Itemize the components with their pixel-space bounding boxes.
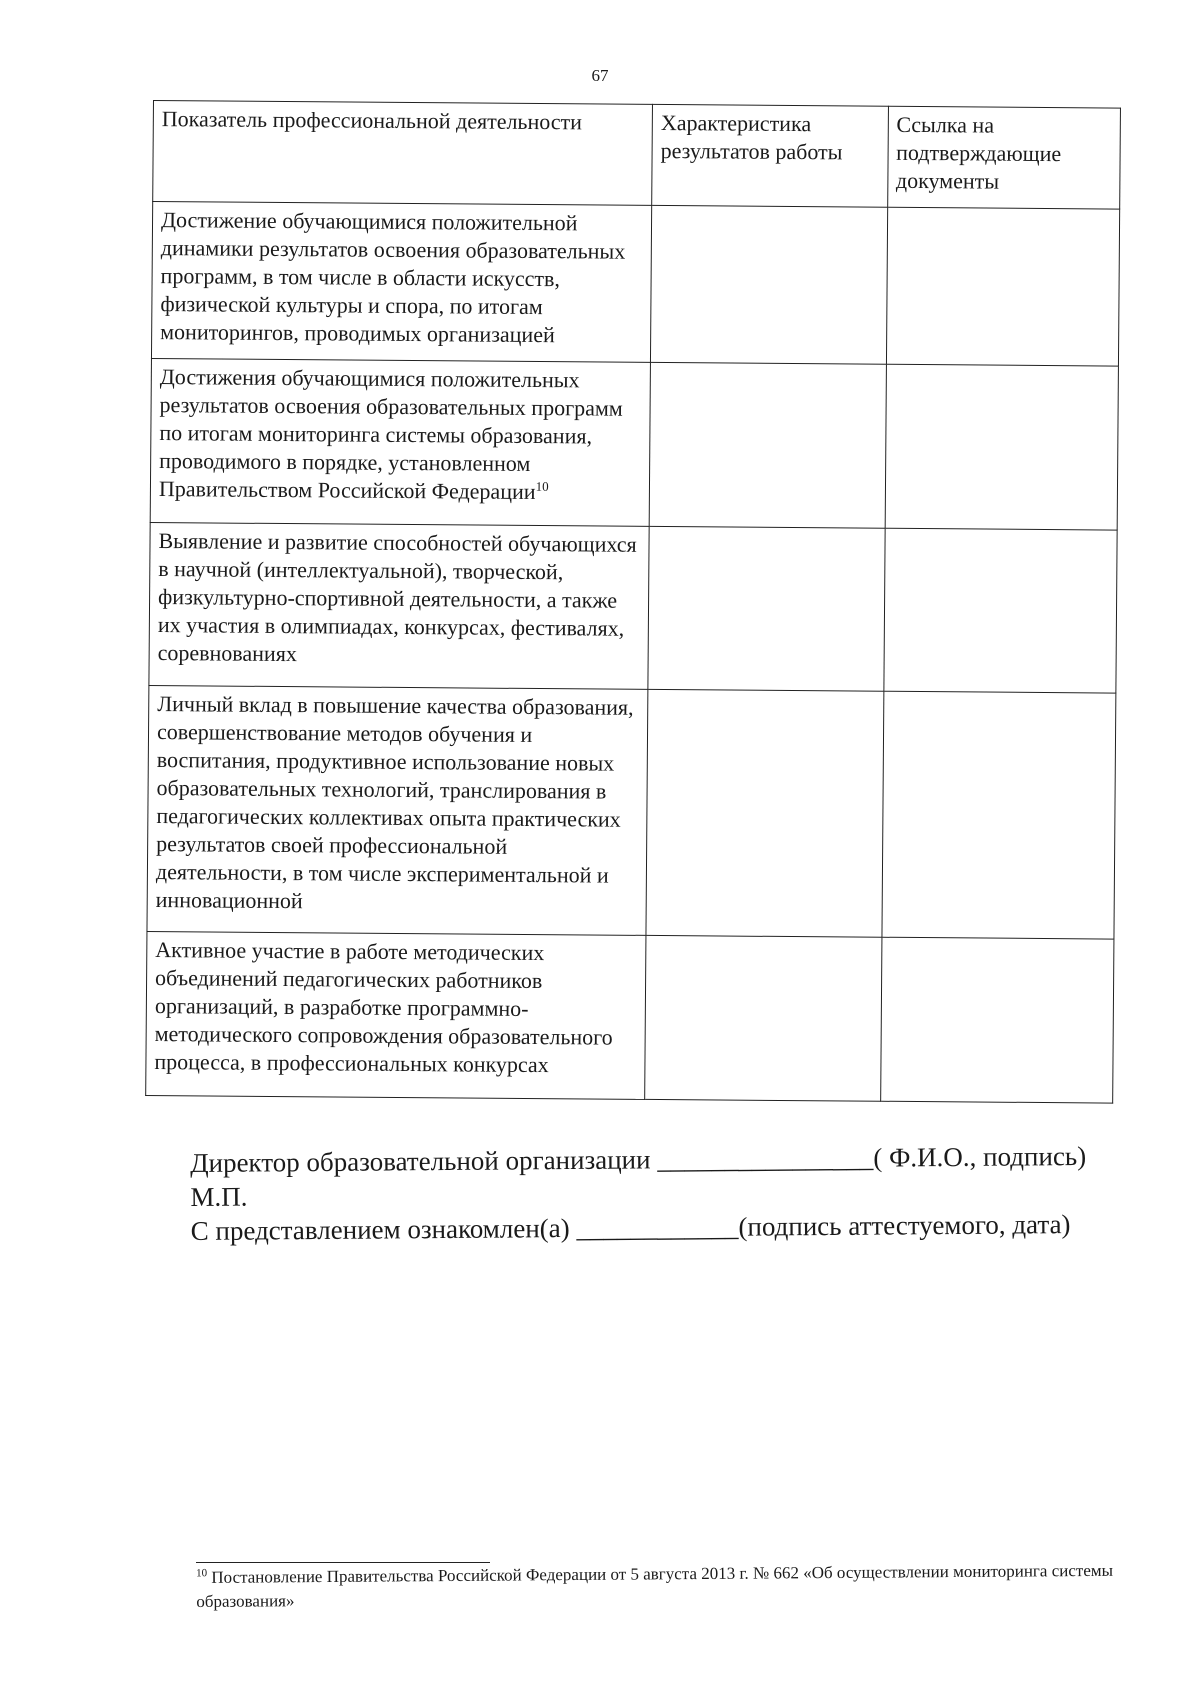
characteristic-cell <box>646 689 883 937</box>
indicator-cell: Активное участие в работе методических объединений педагогических работников организаций, в разработке программно-методического сопровождения образовательного процесса, в профессиональных конкурсах <box>146 931 646 1099</box>
header-characteristic: Характеристика результатов работы <box>652 104 888 207</box>
table-row <box>150 358 1118 530</box>
acquainted-label: С представлением ознакомлен(а) <box>190 1213 570 1246</box>
acquainted-signature-blank: ____________ <box>576 1211 739 1243</box>
characteristic-cell <box>645 935 882 1101</box>
table-header-row <box>153 101 1121 210</box>
footnote-reference: 10 <box>535 478 549 494</box>
indicator-cell: Личный вклад в повышение качества образования, совершенствование методов обучения и воспитания, продуктивное использование новых образовательных технологий, транслирования в педагогических коллективах опыта практических результатов своей профессиональной деятельности, в том числе экспериментальной и инновационной <box>147 685 648 935</box>
characteristic-cell <box>648 526 885 691</box>
indicator-cell <box>150 358 650 526</box>
documents-cell <box>886 207 1120 366</box>
footnote-divider <box>196 1562 490 1563</box>
footnote-text: Постановление Правительства Российской Федерации от 5 августа 2013 г. № 662 «Об осуществлении мониторинга системы образования» <box>196 1560 1114 1611</box>
documents-cell <box>885 364 1119 530</box>
footnote <box>196 1559 1136 1614</box>
director-signature-blank: ________________ <box>657 1142 874 1175</box>
acquainted-signature-hint: (подпись аттестуемого, дата) <box>738 1209 1071 1242</box>
signature-block <box>190 1138 1151 1248</box>
director-signature-hint: ( Ф.И.О., подпись) <box>873 1140 1087 1173</box>
table-row <box>151 202 1119 367</box>
evaluation-table <box>145 100 1121 1104</box>
footnote-number: 10 <box>196 1567 208 1580</box>
indicator-text: Достижения обучающимися положительных результатов освоения образовательных программ по итогам мониторинга системы образования, проводимого в порядке, установленном Правительством Российской Федерации <box>158 364 623 505</box>
documents-cell <box>882 691 1116 939</box>
table-row <box>149 522 1117 693</box>
indicator-cell: Выявление и развитие способностей обучающихся в научной (интеллектуальной), творческой, физкультурно-спортивной деятельности, а также их участия в олимпиадах, конкурсах, фестивалях, соревнованиях <box>149 522 649 689</box>
characteristic-cell <box>649 362 886 528</box>
header-documents: Ссылка на подтверждающие документы <box>887 106 1120 209</box>
indicator-cell: Достижение обучающимися положительной динамики результатов освоения образовательных программ, в том числе в области искусств, физической культуры и спора, по итогам мониторингов, проводимых организацией <box>151 202 651 363</box>
page-number: 67 <box>591 66 609 85</box>
stamp-mark: М.П. <box>190 1181 248 1212</box>
table-row <box>146 931 1114 1103</box>
documents-cell <box>883 528 1117 693</box>
table-row <box>147 685 1116 939</box>
header-indicator: Показатель профессиональной деятельности <box>153 101 653 206</box>
director-label: Директор образовательной организации <box>190 1144 651 1178</box>
documents-cell <box>880 937 1114 1103</box>
characteristic-cell <box>651 205 888 364</box>
acquainted-line <box>191 1206 1151 1248</box>
